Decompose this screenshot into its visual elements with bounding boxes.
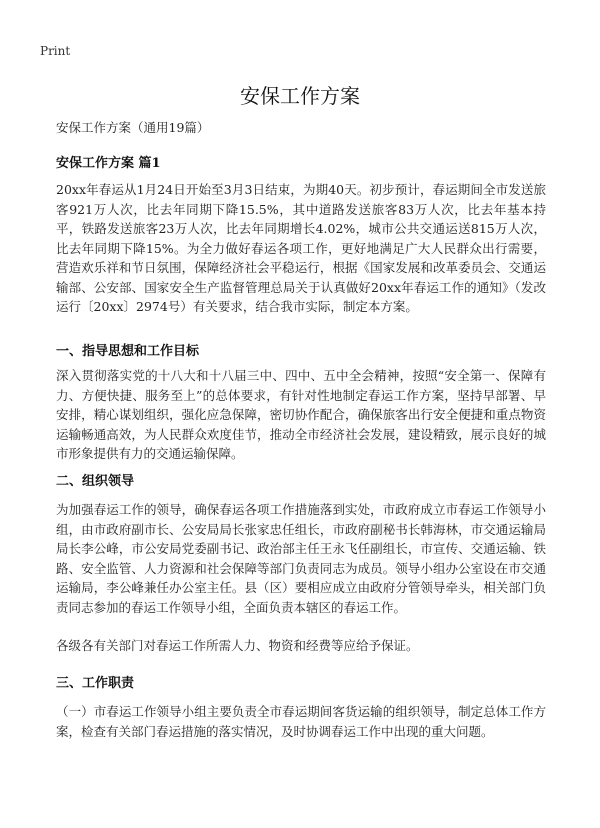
guarantee-paragraph: 各级各有关部门对春运工作所需人力、物资和经费等应给予保证。 (56, 638, 419, 653)
section-heading-guiding: 一、指导思想和工作目标 (56, 344, 200, 359)
organization-paragraph: 为加强春运工作的领导，确保春运各项工作措施落到实处，市政府成立市春运工作领导小组，由市政府副市长、公安局局长张家忠任组长，市政府副秘书长韩海林，市交通运输局局长李公峰，市公安局党委副书记、政治部主任王永飞任副组长，市宣传、交通运输、铁路、安全监管、人力资源和社会保障等部门负责同志为成员。领导小组办公室设在市交通运输局，李公峰兼任办公室主任。县（区）要相应成立由政府分管领导牵头，相关部门负责同志参加的春运工作领导小组，全面负责本辖区的春运工作。 (56, 502, 546, 615)
intro-paragraph: 20xx年春运从1月24日开始至3月3日结束，为期40天。初步预计，春运期间全市发送旅客921万人次，比去年同期下降15.5%，其中道路发送旅客83万人次，比去年基本持平，铁路发送旅客23万人次，比去年同期增长4.02%，城市公共交通运送815万人次，比去年同期下降15%。为全力做好春运各项工作，更好地满足广大人民群众出行需要，营造欢乐祥和节日氛围，保障经济社会平稳运行，根据《国家发展和改革委员会、交通运输部、公安部、国家安全生产监督管理总局关于认真做好20xx年春运工作的通知》（发改运行〔20xx〕2974号）有关要求，结合我市实际，制定本方案。 (56, 182, 546, 314)
section-heading-organization: 二、组织领导 (56, 474, 135, 489)
print-link[interactable]: Print (40, 44, 71, 58)
document-title: 安保工作方案 (240, 84, 360, 108)
duties-paragraph-1: （一）市春运工作领导小组主要负责全市春运期间客货运输的组织领导，制定总体工作方案，检查有关部门春运措施的落实情况，及时协调春运工作中出现的重大问题。 (56, 704, 546, 739)
section-heading-duties: 三、工作职责 (56, 676, 135, 691)
document-subtitle: 安保工作方案（通用19篇） (56, 120, 210, 135)
guiding-paragraph: 深入贯彻落实党的十八大和十八届三中、四中、五中全会精神，按照“安全第一、保障有力、方便快捷、服务至上”的总体要求，有针对性地制定春运工作方案，坚持早部署、早安排，精心谋划组织，强化应急保障，密切协作配合，确保旅客出行安全便捷和重点物资运输畅通高效，为人民群众欢度佳节，推动全市经济社会发展，建设精致，展示良好的城市形象提供有力的交通运输保障。 (56, 368, 546, 461)
part-heading: 安保工作方案 篇1 (56, 156, 161, 171)
